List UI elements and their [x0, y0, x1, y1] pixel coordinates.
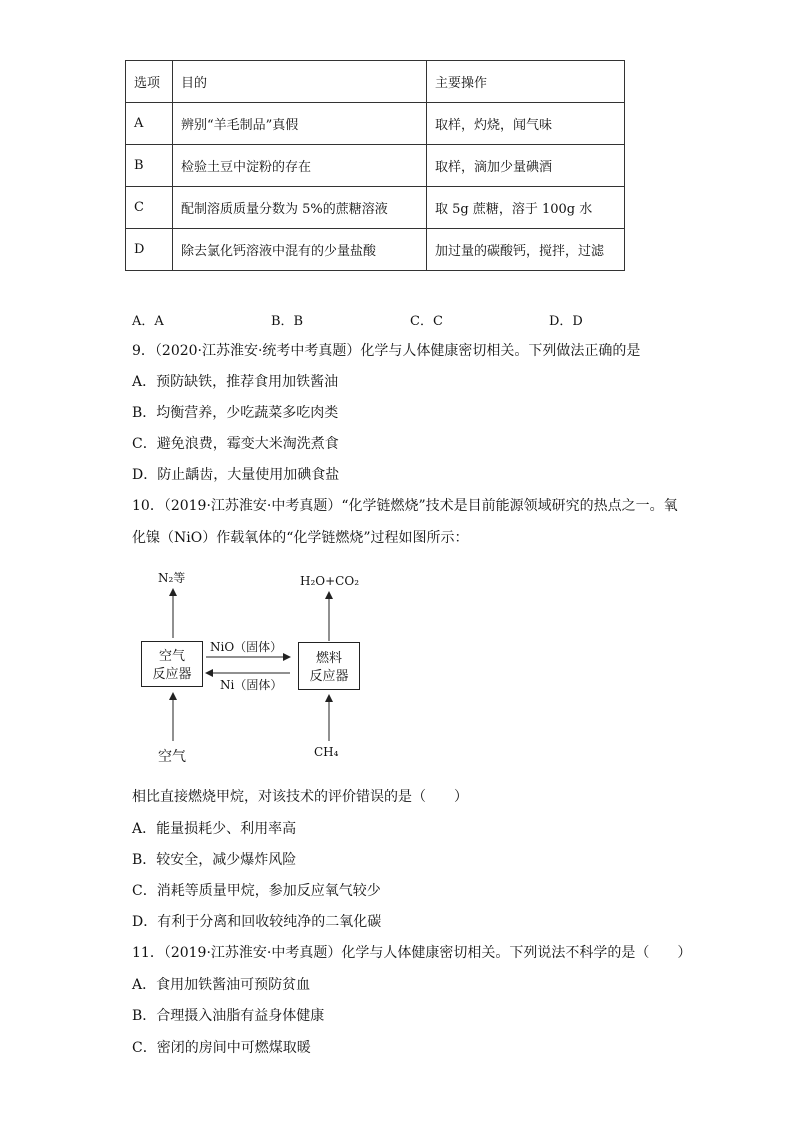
table-row — [126, 187, 625, 229]
q10-option-a: A．能量损耗少、利用率高 — [132, 821, 297, 837]
table-row — [126, 103, 625, 145]
q10-question: 相比直接燃烧甲烷，对该技术的评价错误的是（ ） — [132, 789, 468, 805]
q9-option-c: C．避免浪费，霉变大米淘洗煮食 — [132, 436, 339, 452]
ni-solid-label: Ni（固体） — [220, 678, 283, 692]
n2-output-label: N₂等 — [158, 571, 186, 585]
table-cell: 检验土豆中淀粉的存在 — [173, 145, 427, 187]
q10-stem-line1: 10．（2019·江苏淮安·中考真题）“化学链燃烧”技术是目前能源领域研究的热点之一。氧 — [132, 498, 678, 514]
q10-stem-line2: 化镍（NiO）作载氧体的“化学链燃烧”过程如图所示： — [132, 530, 469, 546]
table-cell: B — [126, 145, 173, 187]
q8-choices — [132, 310, 612, 330]
table-row — [126, 145, 625, 187]
q9-option-d: D．防止龋齿，大量使用加碘食盐 — [132, 467, 340, 483]
choice-c: C．C — [410, 314, 443, 329]
table-row — [126, 229, 625, 271]
q11-option-a: A．食用加铁酱油可预防贫血 — [132, 977, 311, 993]
table-cell: 取 5g 蔗糖，溶于 100g 水 — [427, 187, 625, 229]
fuel-reactor-label-2: 反应器 — [309, 669, 349, 684]
q9-option-a: A．预防缺铁，推荐食用加铁酱油 — [132, 374, 339, 390]
q10-option-c: C．消耗等质量甲烷，参加反应氧气较少 — [132, 883, 381, 899]
q10-option-b: B．较安全，减少爆炸风险 — [132, 852, 297, 868]
table-cell: D — [126, 229, 173, 271]
q11-stem: 11．（2019·江苏淮安·中考真题）化学与人体健康密切相关。下列说法不科学的是（ ） — [132, 945, 692, 961]
chemical-looping-diagram — [130, 565, 430, 775]
fuel-reactor — [298, 642, 360, 690]
experiment-table — [125, 60, 625, 271]
table-cell: 配制溶质质量分数为 5%的蔗糖溶液 — [173, 187, 427, 229]
choice-b: B．B — [271, 314, 304, 329]
choice-a: A．A — [132, 314, 164, 329]
table-header-row — [126, 61, 625, 103]
air-reactor-label-1: 空气 — [158, 649, 185, 664]
choice-d: D．D — [549, 314, 583, 329]
air-input-label: 空气 — [158, 749, 186, 765]
table-cell: 加过量的碳酸钙，搅拌，过滤 — [427, 229, 625, 271]
ch4-input-label: CH₄ — [314, 745, 339, 759]
table-header-cell: 主要操作 — [427, 61, 625, 103]
q11-option-b: B．合理摄入油脂有益身体健康 — [132, 1008, 325, 1024]
table-cell: 辨别“羊毛制品”真假 — [173, 103, 427, 145]
table-cell: 除去氯化钙溶液中混有的少量盐酸 — [173, 229, 427, 271]
h2o-co2-output-label: H₂O+CO₂ — [300, 574, 359, 588]
q9-stem: 9．（2020·江苏淮安·统考中考真题）化学与人体健康密切相关。下列做法正确的是 — [132, 343, 641, 359]
table-cell: C — [126, 187, 173, 229]
table-cell: 取样，滴加少量碘酒 — [427, 145, 625, 187]
table-cell: A — [126, 103, 173, 145]
q11-option-c: C．密闭的房间中可燃煤取暖 — [132, 1040, 311, 1056]
air-reactor — [141, 641, 203, 687]
q9-option-b: B．均衡营养，少吃蔬菜多吃肉类 — [132, 405, 339, 421]
table-header-cell: 目的 — [173, 61, 427, 103]
air-reactor-label-2: 反应器 — [152, 667, 192, 682]
table-cell: 取样，灼烧，闻气味 — [427, 103, 625, 145]
q10-option-d: D．有利于分离和回收较纯净的二氧化碳 — [132, 914, 382, 930]
fuel-reactor-label-1: 燃料 — [315, 651, 342, 666]
table-header-cell: 选项 — [126, 61, 173, 103]
nio-solid-label: NiO（固体） — [210, 640, 283, 654]
